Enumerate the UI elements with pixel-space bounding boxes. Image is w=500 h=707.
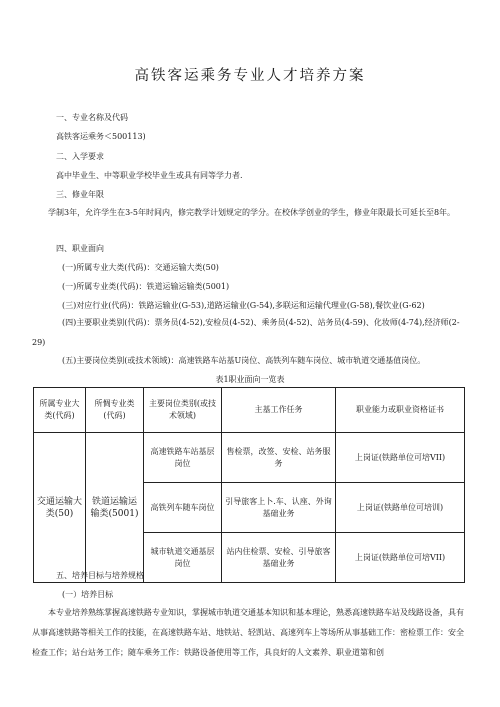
cell-cert: 上岗证(铁路单位可培VII) [336, 433, 465, 483]
occupation-item-5: (五)主要岗位类别(或技术领域)：高速铁路车站基U岗位、高铁列车随车岗位、城市轨道交通基值岗位。 [62, 356, 426, 365]
occupation-item-3: (三)对应行业(代码)：铁路运输业(G-53),道路运输业(G-54),多联运和运输代理业(G-58),餐饮业(G-62) [62, 301, 425, 310]
header-certificate: 职业能力或职业资格证书 [336, 388, 465, 433]
major-name-code: 高铁客运乘务＜500113) [56, 132, 146, 141]
occupation-item-1: (一)所属专业大类(代码)：交通运输大类(50) [62, 263, 219, 272]
training-goal-paragraph: 本专业培养熟练掌握高速铁路专业知识，掌握城市轨道交通基本知识和基本理论，熟悉高速铁路车站及线路设备，具有从事高速铁路等相关工作的技能，在高速铁路车站、地铁站、轻凯站、高速列车上等场所从事基础工作：密检票工作：安全检查工作；站台站务工作；随车乘务工作：铁路设备使用等工作，具良好的人文素养、职业道第和创 [32, 608, 464, 657]
occupation-item-2: (一)所属专业类(代码)：铁道运输运输类(5001) [62, 282, 230, 291]
occupation-item-4: (四)主要职业类别(代码)：票务员(4-52),安检员(4-52)、乘务员(4-52)、站务员(4-59)、化妆师(4-74),经济师(2-29) [32, 318, 460, 347]
cell-post: 高速铁路车站基层岗位 [144, 433, 222, 483]
header-main-post: 主要岗位类别(或技术领域) [144, 388, 222, 433]
cell-post: 城市轨道交通基层岗位 [144, 533, 222, 583]
cell-task: 站内住检票、安检、引导旅客基础业务 [222, 533, 336, 583]
cell-major-category: 交通运输大类(50) [34, 433, 86, 583]
cell-cert: 上岗证(铁路单位可培VII) [336, 533, 465, 583]
occupation-table [33, 387, 465, 583]
section-3-heading: 三、修业年限 [56, 190, 104, 199]
section-5-heading: 五、培养目标与培养规格 [56, 571, 144, 580]
section-2-heading: 二、入学要求 [56, 152, 104, 161]
section-5-subheading: (一）培养目标 [62, 590, 114, 599]
header-major-class: 所惆专业类(代码) [86, 388, 144, 433]
document-title: 高铁客运乘务专业人才培养方案 [134, 68, 366, 84]
cell-major-class: 铁道运输运输类(5001) [86, 433, 144, 583]
table-caption: 表1职业面向一览表 [215, 375, 285, 384]
header-main-task: 主基工作任务 [222, 388, 336, 433]
table-header-row [34, 388, 465, 433]
section-1-heading: 一、专业名称及代码 [56, 113, 128, 122]
cell-cert: 上岗证(铁路单位可培训) [336, 483, 465, 533]
section-4-heading: 四、职业面向 [56, 244, 104, 253]
header-major-category: 所属专业大类(代码) [34, 388, 86, 433]
cell-task: 售检票，改签、安检、站务服务 [222, 433, 336, 483]
table-row [34, 433, 465, 483]
cell-task: 引导旅客上卜.车、认座、外询基础业务 [222, 483, 336, 533]
study-duration-paragraph: 学制3年，允许学生在3-5年时间内，修完教学计划规定的学分。在校休学创业的学生，修业年限最长可延长至8年。 [48, 208, 456, 217]
admission-requirement: 高中毕业生、中等职业学校毕业生或具有同等学力者. [56, 171, 243, 180]
cell-post: 高铁列车随车岗位 [144, 483, 222, 533]
